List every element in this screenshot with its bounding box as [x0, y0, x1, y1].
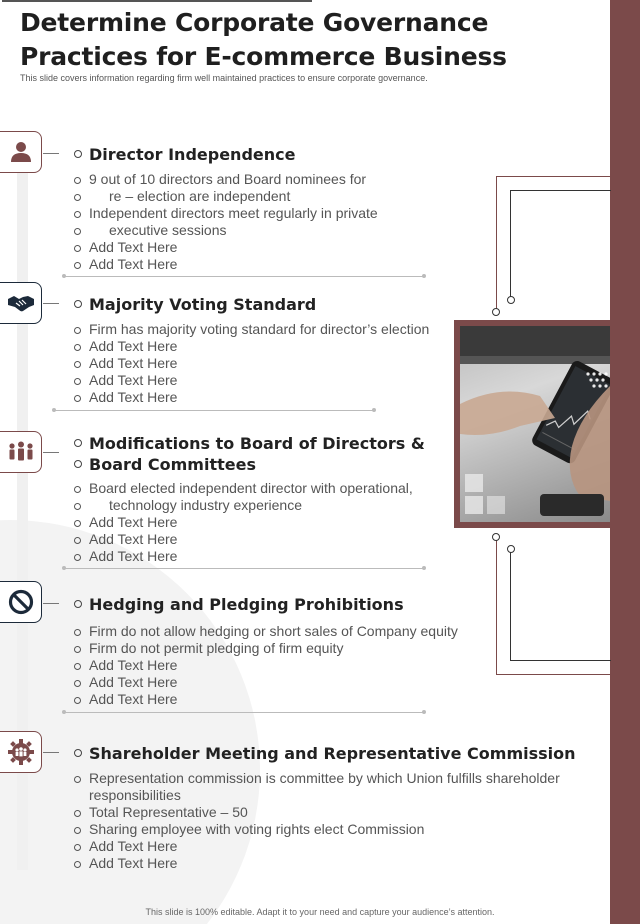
list-item: Firm has majority voting standard for director’s election: [74, 321, 429, 338]
list-item: Add Text Here: [74, 372, 429, 389]
list-item: Add Text Here: [74, 838, 560, 855]
section-icon-box: [0, 581, 42, 623]
list-item: executive sessions: [74, 222, 378, 239]
section-divider: [64, 568, 424, 569]
section-heading: Hedging and Pledging Prohibitions: [74, 594, 404, 615]
list-item: technology industry experience: [74, 497, 413, 514]
page-subtitle: This slide covers information regarding firm well maintained practices to ensure corporate governance.: [20, 73, 428, 83]
connector-line: [43, 603, 59, 604]
section-icon-box: [0, 731, 42, 773]
list-item: Add Text Here: [74, 548, 413, 565]
list-item: Independent directors meet regularly in private: [74, 205, 378, 222]
connector-line: [43, 752, 59, 753]
list-item: Add Text Here: [74, 389, 429, 406]
section-list: [74, 480, 413, 565]
section-list: [74, 770, 560, 872]
people-group-icon: [6, 440, 36, 464]
photo-frame: [454, 320, 610, 528]
section-divider: [54, 410, 374, 411]
gear-people-icon: [7, 738, 35, 766]
section-list: [74, 321, 429, 406]
deco-line-bottom-inner: [510, 552, 611, 661]
connector-line: [43, 153, 59, 154]
deco-ring: [507, 296, 515, 304]
deco-line-top-inner: [510, 190, 611, 299]
deco-ring: [492, 533, 500, 541]
list-item: Add Text Here: [74, 239, 378, 256]
list-item: Board elected independent director with operational,: [74, 480, 413, 497]
section-heading: Director Independence: [74, 144, 295, 165]
list-item: Add Text Here: [74, 855, 560, 872]
page-title: Determine Corporate Governance Practices for E-commerce Business: [20, 8, 507, 71]
list-item: Add Text Here: [74, 531, 413, 548]
section-heading: Shareholder Meeting and Representative Commission: [74, 743, 576, 764]
handshake-icon: [7, 293, 35, 313]
prohibited-icon: [8, 589, 34, 615]
right-accent-bar: [610, 0, 640, 924]
list-item: Add Text Here: [74, 338, 429, 355]
list-item: Add Text Here: [74, 657, 458, 674]
section-heading: Majority Voting Standard: [74, 294, 316, 315]
list-item: Add Text Here: [74, 674, 458, 691]
smartphone-photo: [460, 326, 610, 522]
list-item: responsibilities: [89, 787, 181, 803]
list-item: Firm do not allow hedging or short sales of Company equity: [74, 623, 458, 640]
section-icon-box: [0, 282, 42, 324]
section-icon-box: [0, 431, 42, 473]
deco-ring: [492, 308, 500, 316]
section-divider: [64, 712, 424, 713]
list-item: Add Text Here: [74, 355, 429, 372]
list-item: Sharing employee with voting rights elect Commission: [74, 821, 560, 838]
section-list: [74, 171, 378, 273]
list-item: 9 out of 10 directors and Board nominees for: [74, 171, 378, 188]
section-list: [74, 623, 458, 708]
footer-note: This slide is 100% editable. Adapt it to your need and capture your audience’s attention.: [145, 907, 495, 917]
list-item: re – election are independent: [74, 188, 378, 205]
list-item: Add Text Here: [74, 256, 378, 273]
section-heading: Modifications to Board of Directors & Board Committees: [74, 433, 425, 475]
list-item: Representation commission is committee by which Union fulfills shareholder: [74, 770, 560, 787]
connector-line: [43, 452, 59, 453]
list-item: Firm do not permit pledging of firm equity: [74, 640, 458, 657]
connector-line: [43, 303, 59, 304]
list-item: Total Representative – 50: [74, 804, 560, 821]
person-icon: [9, 140, 33, 164]
section-icon-box: [0, 131, 42, 173]
deco-ring: [507, 545, 515, 553]
top-rule: [2, 0, 312, 2]
list-item: Add Text Here: [74, 691, 458, 708]
list-item: Add Text Here: [74, 514, 413, 531]
section-divider: [64, 276, 424, 277]
